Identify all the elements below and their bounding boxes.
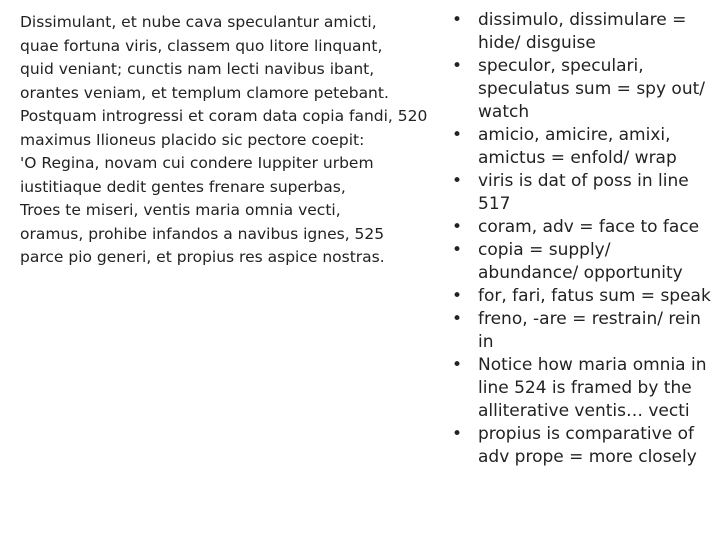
note-item — [440, 354, 716, 423]
vocabulary-notes — [440, 9, 716, 469]
bullet-icon: • — [451, 309, 463, 329]
latin-line: 'O Regina, novam cui condere Iuppiter urbem — [20, 154, 374, 172]
note-item — [440, 170, 716, 216]
note-text: freno, -are = restrain/ rein in — [478, 309, 701, 352]
latin-line: quid veniant; cunctis nam lecti navibus ibant, — [20, 60, 375, 78]
bullet-icon: • — [451, 286, 463, 306]
bullet-icon: • — [451, 217, 463, 237]
note-item — [440, 124, 716, 170]
latin-passage — [20, 11, 440, 270]
note-text: speculor, speculari, speculatus sum = spy out/ watch — [478, 56, 705, 122]
latin-line: oramus, prohibe infandos a navibus ignes, 525 — [20, 224, 385, 243]
note-item — [440, 308, 716, 354]
note-text: for, fari, fatus sum = speak — [478, 286, 711, 306]
bullet-icon: • — [451, 355, 463, 375]
bullet-icon: • — [451, 56, 463, 76]
latin-line: orantes veniam, et templum clamore petebant. — [20, 83, 389, 102]
note-item — [440, 216, 716, 239]
latin-line: maximus Ilioneus placido sic pectore coepit: — [20, 130, 365, 149]
note-text: viris is dat of poss in line 517 — [478, 171, 689, 214]
note-text: dissimulo, dissimulare = hide/ disguise — [478, 10, 687, 53]
latin-line: Postquam introgressi et coram data copia fandi, 520 — [20, 107, 428, 125]
note-item — [440, 55, 716, 124]
bullet-icon: • — [451, 171, 463, 191]
bullet-icon: • — [451, 10, 463, 30]
note-item — [440, 285, 716, 308]
note-item — [440, 9, 716, 55]
latin-line: iustitiaque dedit gentes frenare superbas, — [20, 177, 346, 196]
bullet-icon: • — [451, 240, 463, 260]
note-text: Notice how maria omnia in line 524 is framed by the alliterative ventis… vecti — [478, 355, 707, 421]
note-item — [440, 239, 716, 285]
bullet-icon: • — [451, 424, 463, 444]
bullet-icon: • — [451, 125, 463, 145]
latin-line: Troes te miseri, ventis maria omnia vecti, — [20, 201, 341, 219]
note-text: coram, adv = face to face — [478, 217, 700, 237]
latin-line: parce pio generi, et propius res aspice nostras. — [20, 248, 385, 266]
note-text: copia = supply/ abundance/ opportunity — [478, 240, 683, 283]
latin-line: Dissimulant, et nube cava speculantur amicti, — [20, 13, 377, 31]
note-text: amicio, amicire, amixi, amictus = enfold/ wrap — [478, 125, 677, 168]
latin-line: quae fortuna viris, classem quo litore linquant, — [20, 36, 383, 55]
note-text: propius is comparative of adv prope = more closely — [478, 424, 697, 467]
note-item — [440, 423, 716, 469]
